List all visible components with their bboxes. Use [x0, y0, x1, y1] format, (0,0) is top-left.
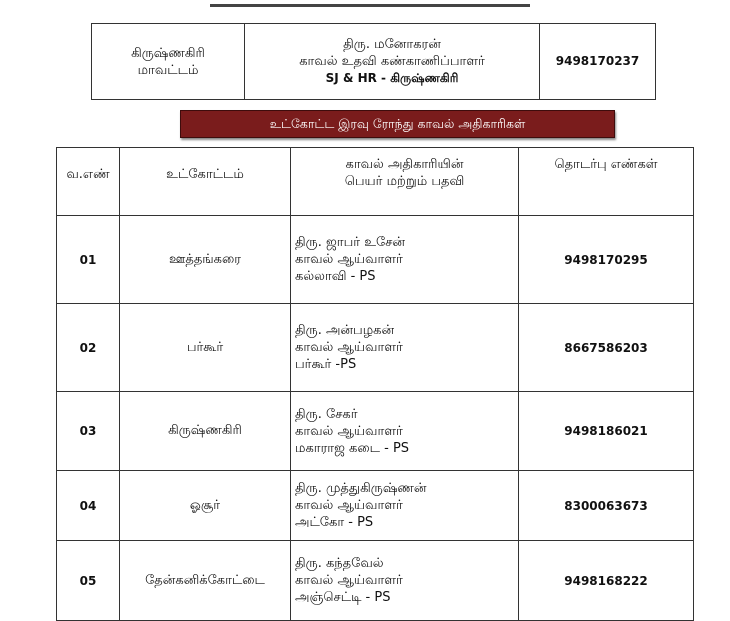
district-phone: 9498170237	[540, 24, 656, 100]
table-header-row	[57, 148, 694, 216]
row-subdivision: ஓசூர்	[120, 471, 291, 541]
row-officer	[291, 304, 519, 392]
district-name-line1: கிருஷ்ணகிரி	[131, 45, 205, 61]
row-officer	[291, 471, 519, 541]
row-sl: 01	[57, 216, 120, 304]
row-subdivision: கிருஷ்ணகிரி	[120, 392, 291, 471]
district-officer-unit: SJ & HR - கிருஷ்ணகிரி	[325, 71, 459, 85]
row-phone: 8667586203	[519, 304, 694, 392]
header-phone: தொடர்பு எண்கள்	[519, 148, 694, 216]
district-officer-designation: காவல் உதவி கண்காணிப்பாளர்	[299, 54, 485, 69]
row-sl: 05	[57, 541, 120, 621]
officer-designation: காவல் ஆய்வாளர்	[295, 252, 403, 267]
header-officer-line1: காவல் அதிகாரியின்	[345, 157, 464, 172]
row-officer	[291, 392, 519, 471]
officer-name: திரு. கந்தவேல்	[295, 556, 384, 571]
officer-designation: காவல் ஆய்வாளர்	[295, 498, 403, 513]
row-officer	[291, 216, 519, 304]
officer-name: திரு. அன்பழகன்	[295, 323, 395, 338]
row-sl: 04	[57, 471, 120, 541]
officer-station: கல்லாவி - PS	[295, 269, 376, 284]
row-sl: 02	[57, 304, 120, 392]
row-phone: 9498168222	[519, 541, 694, 621]
officer-station: பர்கூர் -PS	[295, 357, 357, 372]
table-row	[92, 24, 656, 100]
officer-designation: காவல் ஆய்வாளர்	[295, 423, 403, 439]
district-officer-table	[91, 23, 656, 100]
header-officer	[291, 148, 519, 216]
officer-name: திரு. சேகர்	[295, 406, 358, 422]
row-subdivision: ஊத்தங்கரை	[120, 216, 291, 304]
table-row	[57, 216, 694, 304]
row-officer	[291, 541, 519, 621]
row-phone: 9498170295	[519, 216, 694, 304]
officer-station: அஞ்செட்டி - PS	[295, 590, 391, 605]
officer-designation: காவல் ஆய்வாளர்	[295, 573, 403, 588]
officer-station: மகாராஜ கடை - PS	[295, 440, 410, 456]
row-subdivision: பர்கூர்	[120, 304, 291, 392]
district-officer-cell	[245, 24, 540, 100]
table-row	[57, 471, 694, 541]
table-row	[57, 392, 694, 471]
district-name-cell	[92, 24, 245, 100]
header-officer-line2: பெயர் மற்றும் பதவி	[344, 174, 465, 189]
header-subdivision: உட்கோட்டம்	[120, 148, 291, 216]
row-phone: 8300063673	[519, 471, 694, 541]
row-phone: 9498186021	[519, 392, 694, 471]
officer-name: திரு. ஜாபர் உசேன்	[295, 235, 406, 250]
officer-designation: காவல் ஆய்வாளர்	[295, 340, 403, 355]
header-sl: வ.எண்	[57, 148, 120, 216]
row-sl: 03	[57, 392, 120, 471]
subdivision-officer-table	[56, 147, 694, 621]
top-cropped-heading	[210, 0, 530, 7]
row-subdivision: தேன்கனிக்கோட்டை	[120, 541, 291, 621]
table-row	[57, 541, 694, 621]
district-name-line2: மாவட்டம்	[137, 62, 199, 78]
table-row	[57, 304, 694, 392]
district-officer-name: திரு. மனோகரன்	[343, 37, 441, 52]
officer-station: அட்கோ - PS	[295, 515, 374, 530]
officer-name: திரு. முத்துகிருஷ்ணன்	[295, 481, 427, 496]
section-banner: உட்கோட்ட இரவு ரோந்து காவல் அதிகாரிகள்	[180, 110, 615, 138]
